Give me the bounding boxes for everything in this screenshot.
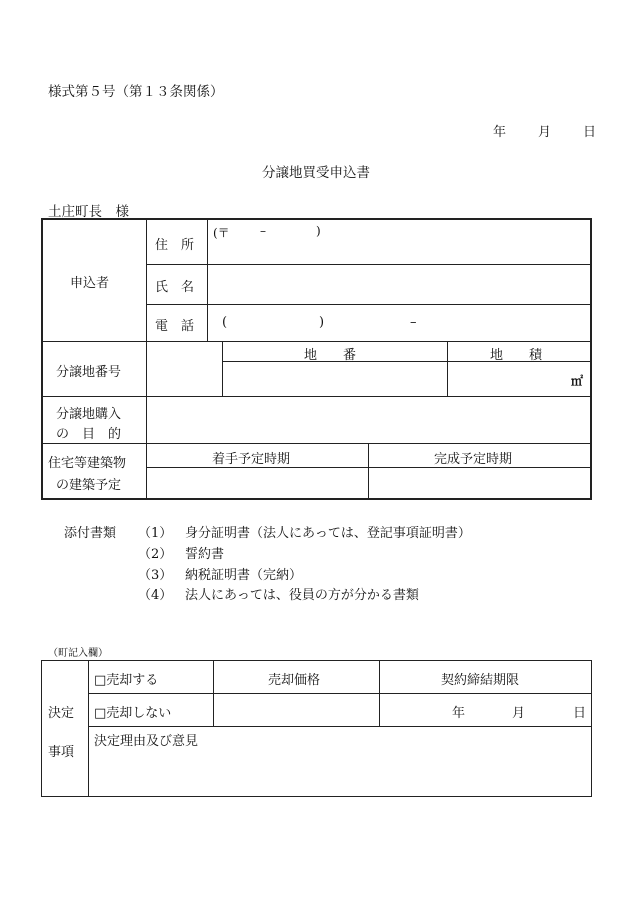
- purpose-label-line2: の 目 的: [56, 427, 122, 442]
- area-header: 地 積: [490, 348, 543, 363]
- postal-prefix: (〒: [213, 226, 230, 240]
- area-field[interactable]: [449, 363, 567, 395]
- reason-label: 決定理由及び意見: [94, 734, 199, 749]
- attachment-text: 法人にあっては、役員の方が分かる書類: [185, 588, 419, 603]
- purpose-label-line1: 分譲地購入: [56, 407, 122, 422]
- postal-dash: –: [260, 224, 266, 238]
- building-label-line1: 住宅等建築物: [48, 456, 127, 471]
- form-number: 様式第５号（第１３条関係）: [48, 84, 224, 100]
- deadline-month: 月: [512, 706, 526, 721]
- postal-close: ): [316, 224, 321, 238]
- deadline-day: 日: [573, 706, 587, 721]
- no-sell-checkbox[interactable]: □売却しない: [94, 706, 172, 721]
- town-section-label: （町記入欄）: [48, 648, 108, 659]
- applicant-label: 申込者: [70, 276, 110, 291]
- date-month-label: 月: [538, 125, 552, 140]
- price-field[interactable]: [215, 695, 378, 725]
- attachments-label: 添付書類: [64, 526, 117, 541]
- address-field[interactable]: [209, 238, 590, 262]
- attachment-num: （4）: [138, 588, 173, 603]
- attachment-text: 誓約書: [185, 547, 225, 562]
- reason-field[interactable]: [90, 748, 590, 795]
- address-label: 住 所: [155, 238, 195, 253]
- chiban-field[interactable]: [224, 363, 445, 395]
- chiban-header: 地 番: [304, 348, 357, 363]
- start-date-field[interactable]: [148, 469, 367, 498]
- attachment-num: （3）: [138, 568, 173, 583]
- lot-label: 分譲地番号: [56, 365, 122, 380]
- purpose-field[interactable]: [148, 398, 590, 442]
- complete-header: 完成予定時期: [434, 452, 513, 467]
- name-field[interactable]: [209, 266, 590, 302]
- phone-close-paren: ): [319, 315, 325, 330]
- name-label: 氏 名: [155, 280, 195, 295]
- phone-label: 電 話: [155, 319, 195, 334]
- decision-label-2: 事項: [48, 745, 75, 760]
- phone-field[interactable]: [209, 306, 590, 340]
- date-year-label: 年: [493, 125, 507, 140]
- building-label-line2: の建築予定: [56, 478, 122, 493]
- attachment-num: （2）: [138, 547, 173, 562]
- phone-open-paren: (: [222, 315, 228, 330]
- phone-dash: –: [410, 315, 417, 330]
- attachment-text: 身分証明書（法人にあっては、登記事項証明書）: [185, 526, 471, 541]
- attachment-text: 納税証明書（完納）: [185, 568, 303, 583]
- complete-date-field[interactable]: [370, 469, 590, 498]
- attachment-num: （1）: [138, 526, 173, 541]
- form-title: 分譲地買受申込書: [262, 165, 370, 181]
- lot-number-field[interactable]: [148, 343, 220, 395]
- area-unit: ㎡: [571, 374, 584, 388]
- deadline-header: 契約締結期限: [441, 673, 520, 688]
- decision-label-1: 決定: [48, 706, 75, 721]
- date-day-label: 日: [583, 125, 597, 140]
- addressee: 土庄町長 様: [48, 204, 129, 220]
- price-header: 売却価格: [268, 673, 321, 688]
- deadline-year: 年: [452, 706, 466, 721]
- start-header: 着手予定時期: [212, 452, 291, 467]
- sell-checkbox[interactable]: □売却する: [94, 673, 159, 688]
